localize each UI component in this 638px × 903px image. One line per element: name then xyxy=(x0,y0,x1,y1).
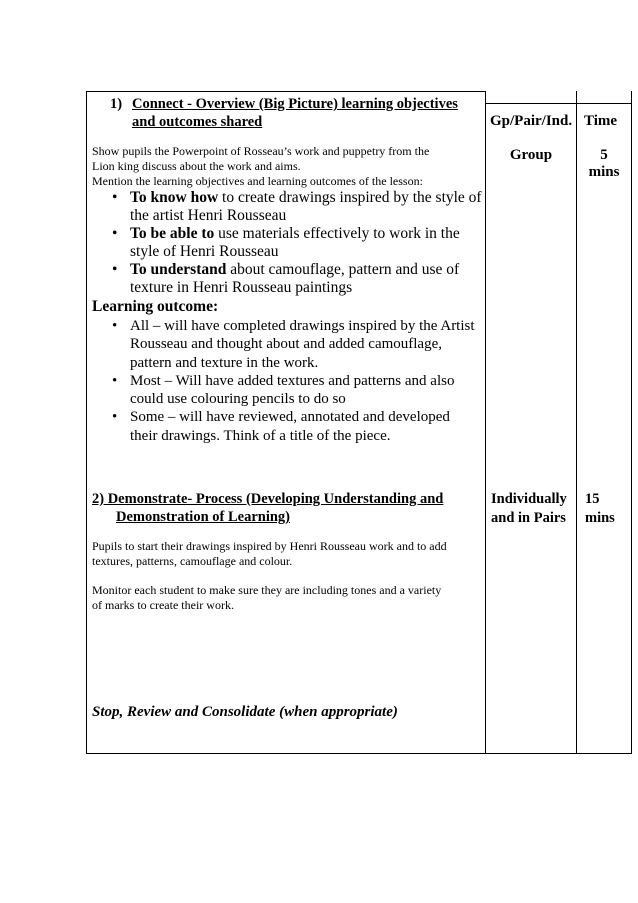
bullet-icon: • xyxy=(112,261,118,278)
outcome-line2: Rousseau and thought about and added camouflage, xyxy=(130,336,442,353)
section1-heading-line2: and outcomes shared xyxy=(132,114,263,130)
objective-item xyxy=(86,261,485,297)
intro-line2: Lion king discuss about the work and aims. xyxy=(92,159,301,173)
bullet-icon: • xyxy=(112,409,118,426)
outcome-item xyxy=(86,317,485,372)
objective-rest: about camouflage, pattern and use of xyxy=(226,261,460,278)
intro-line1: Show pupils the Powerpoint of Rosseau’s work and puppetry from the xyxy=(92,144,430,158)
section2-time xyxy=(585,490,615,528)
lesson-plan-table xyxy=(86,91,632,754)
table-border-bottom xyxy=(86,753,632,754)
outcome-item xyxy=(86,408,485,445)
objective-bold: To understand xyxy=(130,261,227,278)
section2-paragraph2 xyxy=(92,583,482,613)
para2-line1: Monitor each student to make sure they are including tones and a variety xyxy=(92,583,442,597)
table-border-right xyxy=(631,91,632,754)
outcomes-list xyxy=(86,317,485,445)
time-column-header: Time xyxy=(584,113,618,129)
table-border-top-left xyxy=(86,91,485,92)
table-divider-1 xyxy=(485,91,486,754)
objective-line2: style of Henri Rousseau xyxy=(130,243,279,260)
bullet-icon: • xyxy=(112,318,118,334)
outcome-line2: could use colouring pencils to do so xyxy=(130,391,346,408)
outcome-line2: their drawings. Think of a title of the piece. xyxy=(130,427,391,444)
intro-line3: Mention the learning objectives and learning outcomes of the lesson: xyxy=(92,174,423,188)
section1-intro xyxy=(92,144,482,189)
section1-group-value: Group xyxy=(509,147,553,163)
objective-line2: the artist Henri Rousseau xyxy=(130,207,287,224)
section2-paragraph1 xyxy=(92,539,482,569)
objectives-list xyxy=(86,189,485,297)
outcome-item xyxy=(86,372,485,409)
objective-bold: To be able to xyxy=(130,225,215,242)
para1-line2: textures, patterns, camouflage and colour. xyxy=(92,554,293,568)
para2-line2: of marks to create their work. xyxy=(92,598,234,612)
bullet-icon: • xyxy=(112,372,118,389)
objective-rest: use materials effectively to work in the xyxy=(214,225,460,242)
section2-heading-line1: 2) Demonstrate- Process (Developing Understanding and xyxy=(92,491,444,507)
objective-item xyxy=(86,225,485,261)
section2-group-line1: Individually xyxy=(491,491,567,507)
table-border-top-right xyxy=(485,103,632,104)
bullet-icon: • xyxy=(112,225,118,242)
group-column-header: Gp/Pair/Ind. xyxy=(490,113,573,129)
section1-time xyxy=(577,147,631,181)
objective-bold: To know how xyxy=(130,189,219,206)
section2-time-unit: mins xyxy=(585,510,615,526)
section1-heading-line1: Connect - Overview (Big Picture) learning objectives xyxy=(132,96,458,112)
section2-heading-line2: Demonstration of Learning) xyxy=(116,509,290,525)
bullet-icon: • xyxy=(112,189,118,206)
table-divider-2 xyxy=(576,91,577,754)
outcome-line3: pattern and texture in the work. xyxy=(130,354,319,371)
stop-review-text: Stop, Review and Consolidate (when appropriate) xyxy=(92,704,398,720)
objective-line2: texture in Henri Rousseau paintings xyxy=(130,279,353,296)
section1-time-number: 5 xyxy=(600,147,608,163)
section1-time-unit: mins xyxy=(588,164,620,180)
section2-group-line2: and in Pairs xyxy=(491,510,566,526)
section2-group xyxy=(491,490,567,528)
outcome-line1: Most – Will have added textures and patterns and also xyxy=(130,372,455,389)
objective-item xyxy=(86,189,485,225)
para1-line1: Pupils to start their drawings inspired by Henri Rousseau work and to add xyxy=(92,539,447,553)
section1-number: 1) xyxy=(110,96,123,112)
outcome-line1: All – will have completed drawings inspired by the Artist xyxy=(130,318,475,334)
objective-rest: to create drawings inspired by the style of xyxy=(218,189,482,206)
outcome-line1: Some – will have reviewed, annotated and developed xyxy=(130,409,450,426)
learning-outcome-heading: Learning outcome: xyxy=(92,298,219,315)
section2-time-number: 15 xyxy=(585,491,600,507)
